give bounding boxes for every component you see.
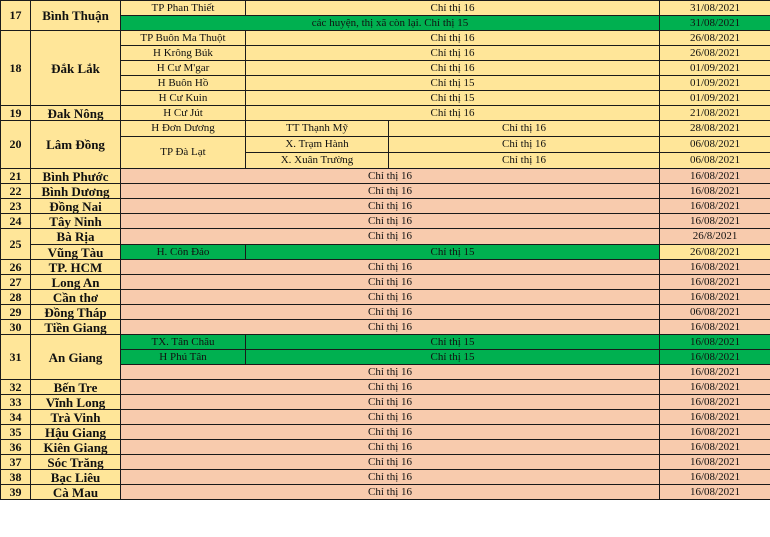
directive-cell: Chỉ thị 15	[246, 76, 660, 91]
province-name: Tây Ninh	[31, 214, 121, 229]
table-row	[1, 395, 770, 410]
directive-cell: Chỉ thị 16	[121, 470, 660, 485]
row-number: 37	[1, 455, 31, 470]
directive-cell: Chỉ thị 15	[246, 245, 660, 260]
directive-cell: Chỉ thị 16	[121, 425, 660, 440]
directive-cell: Chỉ thị 16	[121, 229, 660, 245]
date-cell: 31/08/2021	[660, 16, 770, 31]
date-cell: 16/08/2021	[660, 199, 770, 214]
date-cell: 16/08/2021	[660, 365, 770, 380]
date-cell: 16/08/2021	[660, 380, 770, 395]
date-cell: 01/09/2021	[660, 61, 770, 76]
directive-cell: Chỉ thị 16	[389, 137, 660, 153]
province-name: Sóc Trăng	[31, 455, 121, 470]
province-name: Bến Tre	[31, 380, 121, 395]
province-name: Trà Vinh	[31, 410, 121, 425]
date-cell: 01/09/2021	[660, 76, 770, 91]
sub-area-cell: X. Trạm Hành	[246, 137, 389, 153]
table-row	[1, 214, 770, 229]
table-row	[1, 31, 770, 46]
directive-cell: Chỉ thị 16	[389, 121, 660, 137]
directive-cell: Chỉ thị 16	[121, 169, 660, 184]
table-row	[1, 169, 770, 184]
date-cell: 28/08/2021	[660, 121, 770, 137]
row-number: 25	[1, 229, 31, 260]
province-name-line1: Bà Rịa	[31, 229, 121, 245]
province-name: Cà Mau	[31, 485, 121, 500]
row-number: 29	[1, 305, 31, 320]
directive-cell: Chỉ thị 16	[246, 46, 660, 61]
date-cell: 16/08/2021	[660, 184, 770, 199]
date-cell: 01/09/2021	[660, 91, 770, 106]
directive-cell: Chỉ thị 16	[246, 61, 660, 76]
directive-cell: Chỉ thị 16	[121, 199, 660, 214]
date-cell: 16/08/2021	[660, 350, 770, 365]
province-name-line2: Vũng Tàu	[31, 245, 121, 260]
province-name: Lâm Đồng	[31, 121, 121, 169]
date-cell: 16/08/2021	[660, 169, 770, 184]
directive-cell: Chỉ thị 16	[246, 106, 660, 121]
row-number: 24	[1, 214, 31, 229]
date-cell: 16/08/2021	[660, 290, 770, 305]
row-number: 26	[1, 260, 31, 275]
area-cell: H Cư M'gar	[121, 61, 246, 76]
province-name: Long An	[31, 275, 121, 290]
date-cell: 16/08/2021	[660, 260, 770, 275]
date-cell: 16/08/2021	[660, 470, 770, 485]
table-row	[1, 440, 770, 455]
row-number: 27	[1, 275, 31, 290]
row-number: 21	[1, 169, 31, 184]
date-cell: 16/08/2021	[660, 485, 770, 500]
province-name: Kiên Giang	[31, 440, 121, 455]
directive-cell: Chỉ thị 15	[246, 350, 660, 365]
row-number: 31	[1, 335, 31, 380]
area-cell: H Buôn Hồ	[121, 76, 246, 91]
directive-cell: Chỉ thị 16	[121, 455, 660, 470]
area-cell: H Phú Tân	[121, 350, 246, 365]
row-number: 28	[1, 290, 31, 305]
table-row	[1, 260, 770, 275]
row-number: 22	[1, 184, 31, 199]
province-name: Tiền Giang	[31, 320, 121, 335]
date-cell: 16/08/2021	[660, 440, 770, 455]
row-number: 30	[1, 320, 31, 335]
area-cell: H Đơn Dương	[121, 121, 246, 137]
row-number: 32	[1, 380, 31, 395]
date-cell: 06/08/2021	[660, 305, 770, 320]
province-name: Cần thơ	[31, 290, 121, 305]
directive-cell: Chỉ thị 16	[121, 365, 660, 380]
row-number: 38	[1, 470, 31, 485]
sub-area-cell: TT Thạnh Mỹ	[246, 121, 389, 137]
province-name: Bình Thuận	[31, 1, 121, 31]
area-cell: TP Buôn Ma Thuột	[121, 31, 246, 46]
row-number: 20	[1, 121, 31, 169]
province-name: Đồng Nai	[31, 199, 121, 214]
area-cell: H Krông Búk	[121, 46, 246, 61]
directive-cell: Chỉ thị 16	[246, 1, 660, 16]
directive-cell: Chỉ thị 16	[121, 275, 660, 290]
province-name: Bạc Liêu	[31, 470, 121, 485]
table-row	[1, 1, 770, 16]
directive-cell: Chỉ thị 16	[121, 305, 660, 320]
directive-cell: Chỉ thị 16	[121, 214, 660, 229]
table-row	[1, 275, 770, 290]
province-name: Đak Nông	[31, 106, 121, 121]
directive-cell: Chỉ thị 16	[121, 184, 660, 199]
area-cell: H Cư Jút	[121, 106, 246, 121]
table-row	[1, 320, 770, 335]
row-number: 36	[1, 440, 31, 455]
table-row	[1, 470, 770, 485]
row-number: 19	[1, 106, 31, 121]
directive-cell: Chỉ thị 16	[121, 410, 660, 425]
table-row	[1, 199, 770, 214]
province-name: Bình Dương	[31, 184, 121, 199]
row-number: 23	[1, 199, 31, 214]
date-cell: 16/08/2021	[660, 335, 770, 350]
table-row	[1, 410, 770, 425]
row-number: 39	[1, 485, 31, 500]
directive-cell: Chỉ thị 16	[121, 380, 660, 395]
table-row	[1, 380, 770, 395]
directive-cell: Chỉ thị 16	[246, 31, 660, 46]
province-name: Đồng Tháp	[31, 305, 121, 320]
date-cell: 26/08/2021	[660, 31, 770, 46]
date-cell: 16/08/2021	[660, 214, 770, 229]
directive-cell: Chỉ thị 15	[246, 335, 660, 350]
row-number: 33	[1, 395, 31, 410]
table-row	[1, 305, 770, 320]
province-name: An Giang	[31, 335, 121, 380]
date-cell: 16/08/2021	[660, 455, 770, 470]
date-cell: 06/08/2021	[660, 153, 770, 169]
table-row	[1, 229, 770, 245]
directive-cell: Chỉ thị 16	[121, 440, 660, 455]
row-number: 17	[1, 1, 31, 31]
date-cell: 26/08/2021	[660, 245, 770, 260]
area-cell: các huyện, thị xã còn lại. Chỉ thị 15	[121, 16, 660, 31]
row-number: 34	[1, 410, 31, 425]
area-cell: TP Phan Thiết	[121, 1, 246, 16]
date-cell: 16/08/2021	[660, 410, 770, 425]
date-cell: 16/08/2021	[660, 320, 770, 335]
province-name: Hậu Giang	[31, 425, 121, 440]
province-name: Bình Phước	[31, 169, 121, 184]
directive-cell: Chỉ thị 16	[121, 395, 660, 410]
date-cell: 26/8/2021	[660, 229, 770, 245]
area-cell: H. Côn Đảo	[121, 245, 246, 260]
table-row	[1, 485, 770, 500]
table-row	[1, 106, 770, 121]
province-name: Vĩnh Long	[31, 395, 121, 410]
province-name: TP. HCM	[31, 260, 121, 275]
table-row	[1, 245, 770, 260]
table-row	[1, 335, 770, 350]
table-row	[1, 184, 770, 199]
area-cell: TX. Tân Châu	[121, 335, 246, 350]
table-row	[1, 290, 770, 305]
directive-cell: Chỉ thị 16	[121, 320, 660, 335]
directive-cell: Chỉ thị 16	[121, 290, 660, 305]
table-row	[1, 455, 770, 470]
province-name: Đắk Lắk	[31, 31, 121, 106]
date-cell: 16/08/2021	[660, 425, 770, 440]
area-cell: H Cư Kuin	[121, 91, 246, 106]
row-number: 18	[1, 31, 31, 106]
sub-area-cell: X. Xuân Trường	[246, 153, 389, 169]
date-cell: 31/08/2021	[660, 1, 770, 16]
directive-cell: Chỉ thị 16	[121, 260, 660, 275]
directive-cell: Chỉ thị 16	[389, 153, 660, 169]
table-row	[1, 121, 770, 137]
row-number: 35	[1, 425, 31, 440]
directive-cell: Chỉ thị 15	[246, 91, 660, 106]
date-cell: 21/08/2021	[660, 106, 770, 121]
table-row	[1, 425, 770, 440]
area-cell: TP Đà Lạt	[121, 137, 246, 169]
date-cell: 16/08/2021	[660, 395, 770, 410]
date-cell: 26/08/2021	[660, 46, 770, 61]
date-cell: 16/08/2021	[660, 275, 770, 290]
directive-cell: Chỉ thị 16	[121, 485, 660, 500]
date-cell: 06/08/2021	[660, 137, 770, 153]
